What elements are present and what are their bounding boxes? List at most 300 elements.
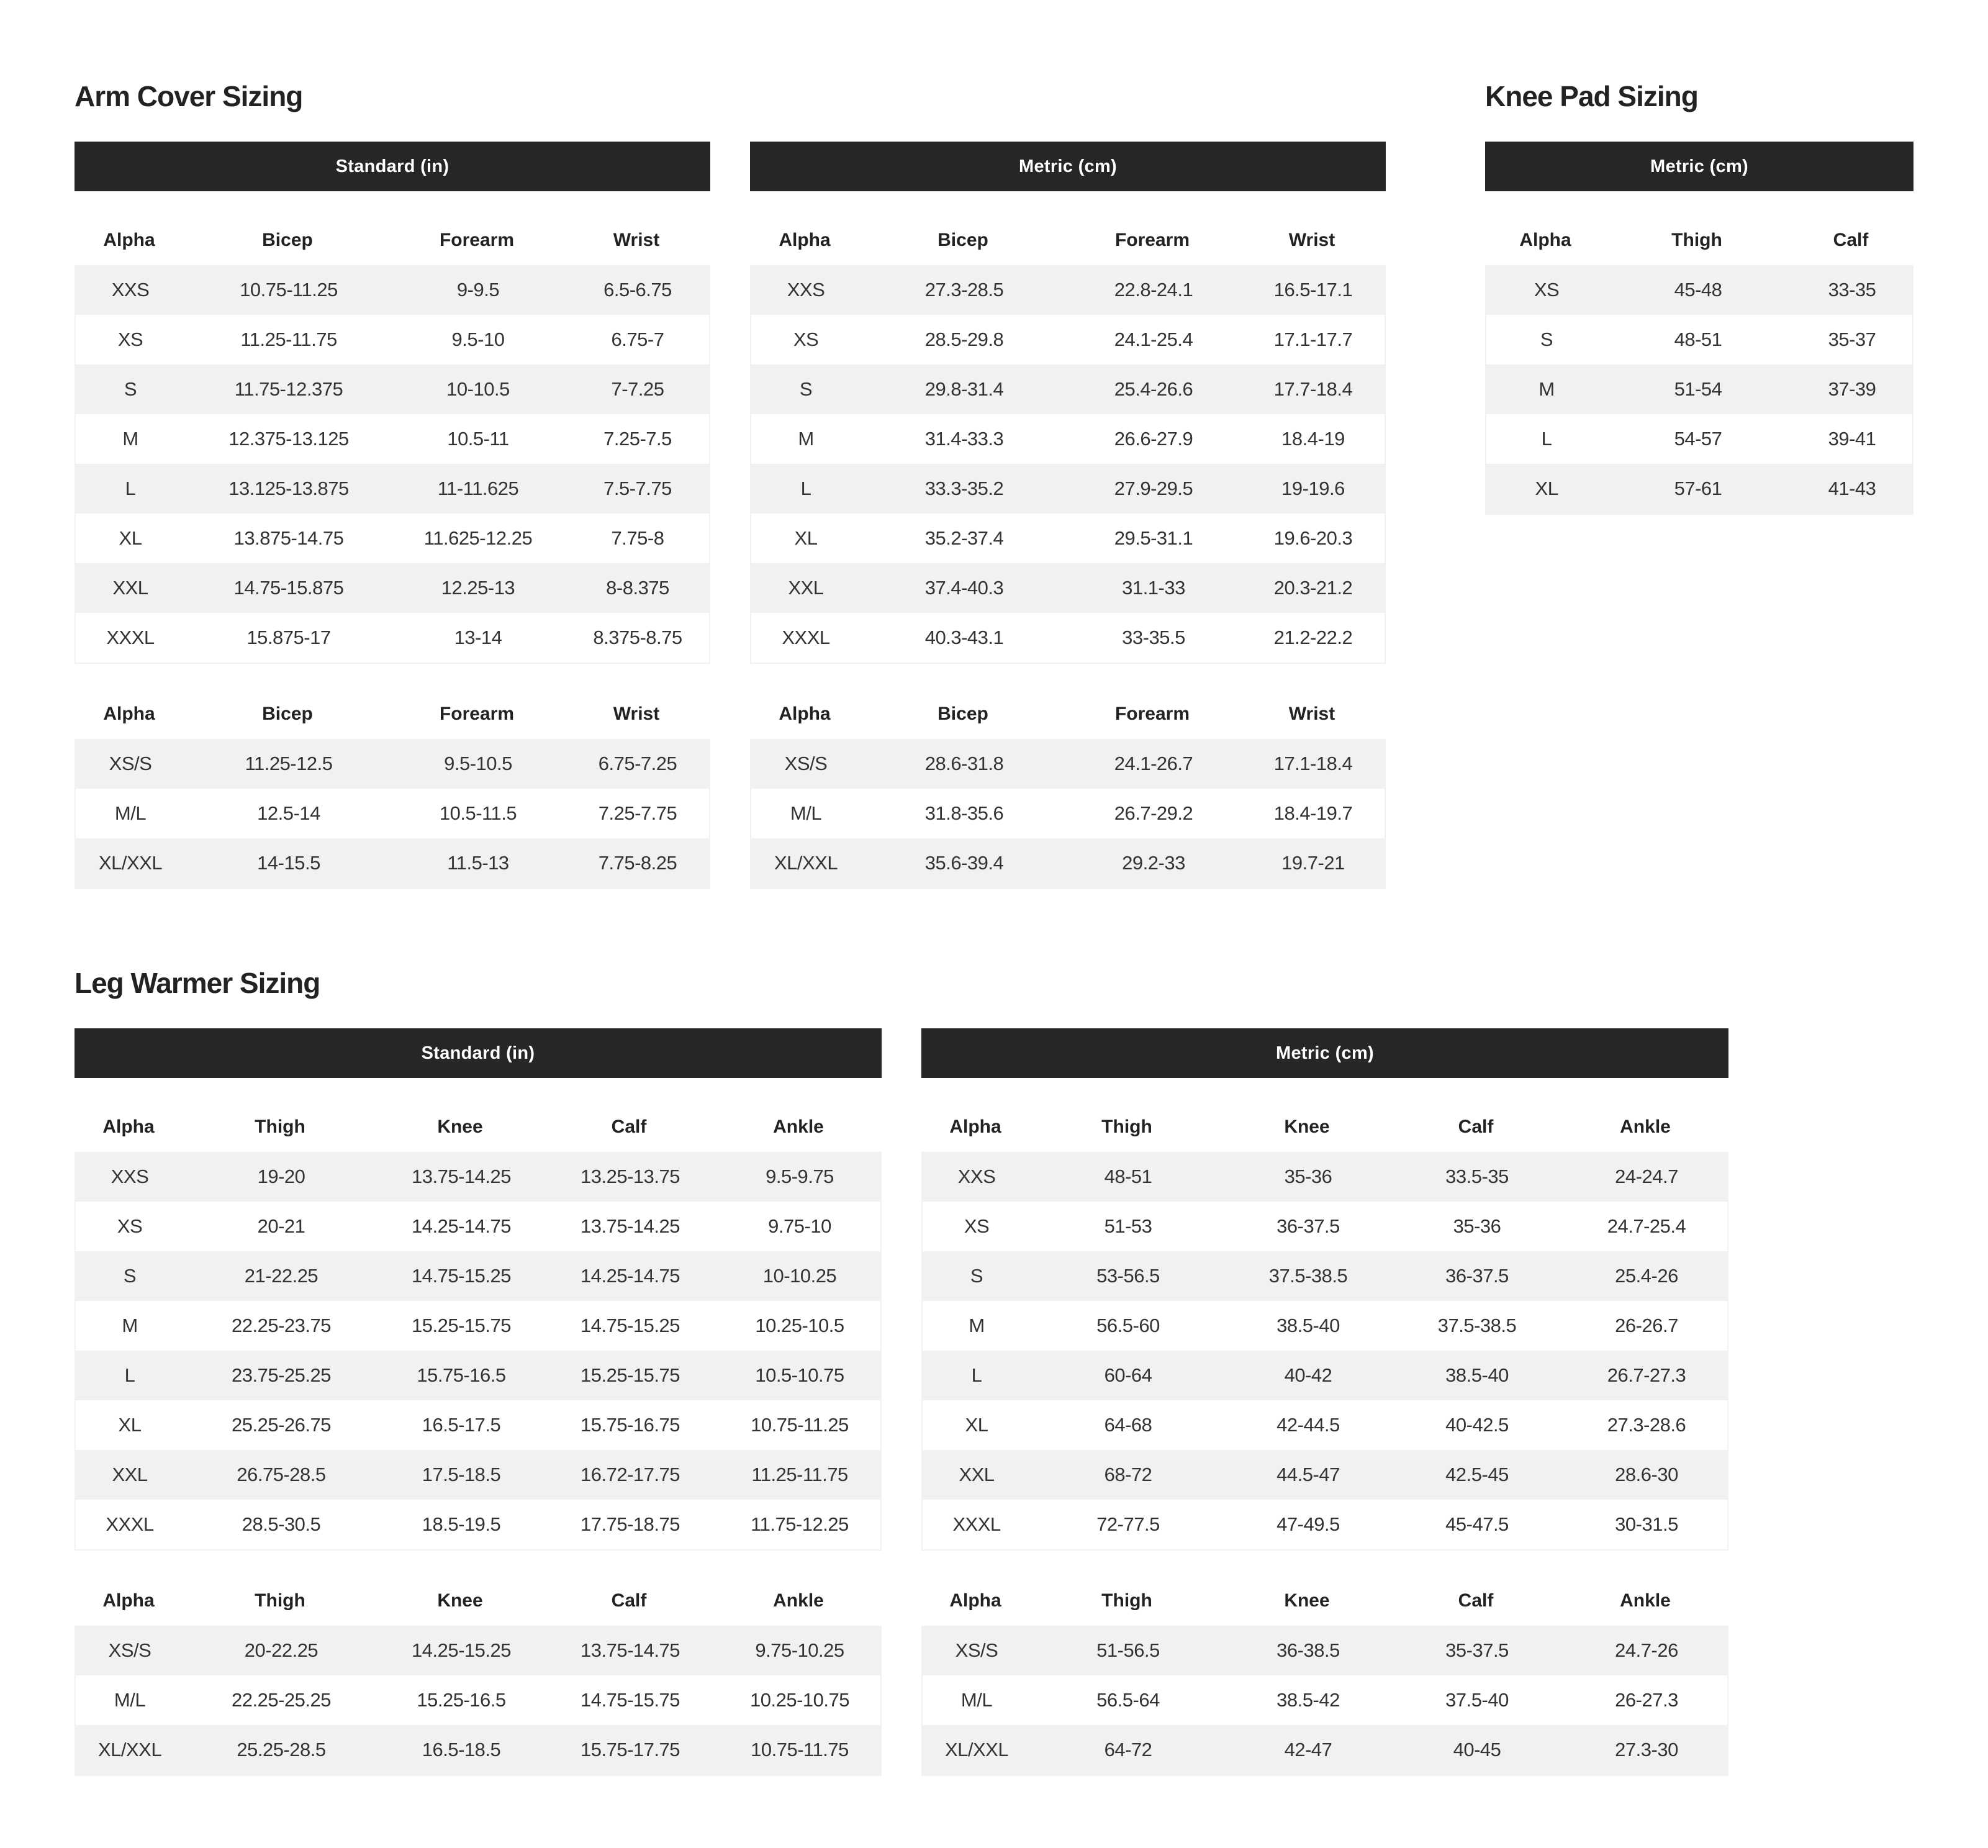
measurement-cell: 6.75-7.25 bbox=[598, 753, 677, 774]
size-label-cell: XXXL bbox=[106, 627, 155, 648]
measurement-cell: 22.25-25.25 bbox=[232, 1689, 331, 1711]
column-header-row bbox=[921, 1102, 1728, 1152]
measurement-cell: 27.9-29.5 bbox=[1114, 478, 1193, 499]
measurement-cell: 7.75-8.25 bbox=[598, 852, 677, 874]
size-label-cell: XXXL bbox=[952, 1513, 1001, 1535]
measurement-cell: 9.5-9.75 bbox=[766, 1166, 834, 1187]
column-header-row bbox=[1485, 215, 1913, 265]
measurement-cell: 64-72 bbox=[1104, 1739, 1152, 1760]
size-label-cell: XS bbox=[117, 328, 143, 350]
column-header: Alpha bbox=[779, 230, 831, 250]
column-header: Wrist bbox=[1288, 230, 1335, 250]
table-row bbox=[751, 563, 1385, 613]
table-row bbox=[76, 365, 709, 414]
measurement-cell: 40.3-43.1 bbox=[924, 627, 1004, 648]
measurement-cell: 11.75-12.375 bbox=[234, 378, 343, 400]
column-header: Thigh bbox=[1101, 1590, 1152, 1611]
column-header-row bbox=[75, 1576, 882, 1626]
measurement-cell: 13-14 bbox=[454, 627, 502, 648]
table-row bbox=[76, 1626, 880, 1675]
measurement-cell: 37.5-38.5 bbox=[1268, 1265, 1348, 1287]
measurement-cell: 9.75-10 bbox=[768, 1215, 831, 1237]
arm-standard-table bbox=[75, 142, 710, 889]
column-header-row bbox=[75, 1102, 882, 1152]
measurement-cell: 17.7-18.4 bbox=[1273, 378, 1353, 400]
table-body bbox=[75, 739, 710, 889]
measurement-cell: 41-43 bbox=[1828, 478, 1876, 499]
column-header-row bbox=[75, 689, 710, 739]
measurement-cell: 35.6-39.4 bbox=[924, 852, 1004, 874]
measurement-cell: 16.5-18.5 bbox=[422, 1739, 501, 1760]
table-row bbox=[76, 1351, 880, 1400]
table-row bbox=[76, 1675, 880, 1725]
column-header: Alpha bbox=[779, 704, 831, 724]
table-body bbox=[921, 1626, 1728, 1776]
measurement-cell: 11.625-12.25 bbox=[423, 527, 533, 549]
size-label-cell: L bbox=[800, 478, 811, 499]
size-label-cell: M bbox=[1538, 378, 1555, 400]
measurement-cell: 16.72-17.75 bbox=[581, 1464, 680, 1485]
single-size-group bbox=[75, 215, 710, 664]
combined-size-group bbox=[921, 1576, 1728, 1776]
column-header: Bicep bbox=[938, 704, 988, 724]
measurement-cell: 11.75-12.25 bbox=[751, 1513, 849, 1535]
measurement-cell: 26-26.7 bbox=[1615, 1315, 1678, 1336]
measurement-cell: 51-56.5 bbox=[1096, 1639, 1160, 1661]
measurement-cell: 14.75-15.75 bbox=[581, 1689, 680, 1711]
measurement-cell: 35-36 bbox=[1284, 1166, 1332, 1187]
size-label-cell: S bbox=[799, 378, 813, 400]
table-body bbox=[75, 265, 710, 664]
measurement-cell: 33.5-35 bbox=[1445, 1166, 1509, 1187]
measurement-cell: 26-27.3 bbox=[1615, 1689, 1678, 1711]
measurement-cell: 42-44.5 bbox=[1276, 1414, 1340, 1436]
table-row bbox=[76, 789, 709, 838]
measurement-cell: 30-31.5 bbox=[1615, 1513, 1678, 1535]
measurement-cell: 60-64 bbox=[1104, 1364, 1152, 1386]
measurement-cell: 35.2-37.4 bbox=[924, 527, 1004, 549]
measurement-cell: 20-22.25 bbox=[244, 1639, 319, 1661]
column-header: Ankle bbox=[1620, 1590, 1671, 1611]
measurement-cell: 19-20 bbox=[257, 1166, 305, 1187]
measurement-cell: 11.25-12.5 bbox=[245, 753, 333, 774]
table-row bbox=[923, 1301, 1727, 1351]
column-header: Alpha bbox=[949, 1590, 1001, 1611]
measurement-cell: 13.75-14.25 bbox=[581, 1215, 680, 1237]
measurement-cell: 15.75-16.75 bbox=[581, 1414, 680, 1436]
measurement-cell: 28.6-30 bbox=[1615, 1464, 1678, 1485]
unit-header-bar: Standard (in) bbox=[75, 142, 710, 191]
column-header: Forearm bbox=[1114, 704, 1190, 724]
size-label-cell: M bbox=[969, 1315, 985, 1336]
knee-pad-title: Knee Pad Sizing bbox=[1485, 80, 1698, 112]
size-label-cell: XS bbox=[964, 1215, 990, 1237]
measurement-cell: 9.75-10.25 bbox=[755, 1639, 844, 1661]
measurement-cell: 48-51 bbox=[1674, 328, 1722, 350]
measurement-cell: 48-51 bbox=[1104, 1166, 1152, 1187]
measurement-cell: 35-36 bbox=[1453, 1215, 1501, 1237]
measurement-cell: 11-11.625 bbox=[437, 478, 519, 499]
measurement-cell: 28.5-30.5 bbox=[242, 1513, 321, 1535]
table-row bbox=[923, 1351, 1727, 1400]
measurement-cell: 26.7-29.2 bbox=[1114, 802, 1193, 824]
size-label-cell: XL/XXL bbox=[774, 852, 838, 874]
size-label-cell: XL bbox=[119, 527, 142, 549]
measurement-cell: 56.5-60 bbox=[1096, 1315, 1160, 1336]
column-header: Calf bbox=[1458, 1116, 1494, 1137]
measurement-cell: 14-15.5 bbox=[257, 852, 320, 874]
size-label-cell: M bbox=[798, 428, 814, 450]
unit-header-bar: Metric (cm) bbox=[921, 1028, 1728, 1078]
table-row bbox=[76, 464, 709, 514]
measurement-cell: 14.75-15.25 bbox=[581, 1315, 680, 1336]
size-label-cell: S bbox=[970, 1265, 983, 1287]
size-label-cell: XL/XXL bbox=[97, 1739, 162, 1760]
measurement-cell: 9.5-10.5 bbox=[444, 753, 512, 774]
table-row bbox=[76, 315, 709, 365]
size-label-cell: L bbox=[124, 1364, 135, 1386]
measurement-cell: 44.5-47 bbox=[1276, 1464, 1340, 1485]
table-row bbox=[76, 414, 709, 464]
column-header: Thigh bbox=[255, 1116, 305, 1137]
table-row bbox=[76, 1301, 880, 1351]
measurement-cell: 7.25-7.75 bbox=[598, 802, 677, 824]
measurement-cell: 25.25-28.5 bbox=[237, 1739, 326, 1760]
measurement-cell: 31.8-35.6 bbox=[924, 802, 1004, 824]
measurement-cell: 36-37.5 bbox=[1276, 1215, 1340, 1237]
measurement-cell: 10.75-11.25 bbox=[240, 279, 338, 301]
measurement-cell: 12.5-14 bbox=[257, 802, 320, 824]
column-header: Bicep bbox=[262, 704, 313, 724]
measurement-cell: 51-53 bbox=[1104, 1215, 1152, 1237]
table-body bbox=[750, 739, 1386, 889]
column-header: Alpha bbox=[949, 1116, 1001, 1137]
single-size-group bbox=[75, 1102, 882, 1551]
table-row bbox=[1486, 265, 1912, 315]
measurement-cell: 7.5-7.75 bbox=[603, 478, 672, 499]
measurement-cell: 12.25-13 bbox=[441, 577, 515, 599]
measurement-cell: 40-42.5 bbox=[1445, 1414, 1509, 1436]
combined-size-group bbox=[75, 1576, 882, 1776]
measurement-cell: 10.25-10.75 bbox=[750, 1689, 849, 1711]
measurement-cell: 15.875-17 bbox=[246, 627, 331, 648]
table-row bbox=[751, 315, 1385, 365]
measurement-cell: 56.5-64 bbox=[1096, 1689, 1160, 1711]
measurement-cell: 19.7-21 bbox=[1281, 852, 1345, 874]
measurement-cell: 24.7-25.4 bbox=[1607, 1215, 1686, 1237]
measurement-cell: 29.8-31.4 bbox=[924, 378, 1004, 400]
table-row bbox=[923, 1725, 1727, 1775]
column-header-row bbox=[750, 689, 1386, 739]
measurement-cell: 14.25-14.75 bbox=[581, 1265, 680, 1287]
column-header: Ankle bbox=[1620, 1116, 1671, 1137]
size-label-cell: M bbox=[122, 428, 138, 450]
table-row bbox=[751, 613, 1385, 663]
table-row bbox=[1486, 365, 1912, 414]
column-header: Alpha bbox=[102, 1590, 155, 1611]
size-label-cell: L bbox=[125, 478, 136, 499]
table-row bbox=[751, 414, 1385, 464]
measurement-cell: 53-56.5 bbox=[1096, 1265, 1160, 1287]
measurement-cell: 37.5-40 bbox=[1445, 1689, 1509, 1711]
arm-metric-table bbox=[750, 142, 1386, 889]
size-label-cell: XXS bbox=[111, 1166, 149, 1187]
table-row bbox=[1486, 414, 1912, 464]
table-row bbox=[923, 1251, 1727, 1301]
measurement-cell: 13.75-14.25 bbox=[412, 1166, 511, 1187]
measurement-cell: 51-54 bbox=[1674, 378, 1722, 400]
combined-size-group bbox=[750, 689, 1386, 889]
measurement-cell: 10.25-10.5 bbox=[755, 1315, 844, 1336]
size-label-cell: XS bbox=[117, 1215, 143, 1237]
measurement-cell: 25.25-26.75 bbox=[232, 1414, 331, 1436]
size-label-cell: XL bbox=[1535, 478, 1558, 499]
measurement-cell: 14.75-15.875 bbox=[233, 577, 344, 599]
size-label-cell: XXS bbox=[111, 279, 150, 301]
measurement-cell: 25.4-26.6 bbox=[1114, 378, 1193, 400]
column-header: Alpha bbox=[103, 230, 155, 250]
size-label-cell: S bbox=[1540, 328, 1553, 350]
size-label-cell: XXL bbox=[112, 1464, 148, 1485]
measurement-cell: 15.25-16.5 bbox=[417, 1689, 506, 1711]
measurement-cell: 33-35.5 bbox=[1122, 627, 1185, 648]
measurement-cell: 15.25-15.75 bbox=[581, 1364, 680, 1386]
arm-cover-title: Arm Cover Sizing bbox=[75, 80, 303, 112]
column-header: Wrist bbox=[613, 704, 660, 724]
measurement-cell: 8.375-8.75 bbox=[593, 627, 682, 648]
table-row bbox=[923, 1675, 1727, 1725]
measurement-cell: 18.4-19 bbox=[1281, 428, 1345, 450]
column-header: Thigh bbox=[1101, 1116, 1152, 1137]
column-header: Wrist bbox=[613, 230, 660, 250]
measurement-cell: 7.75-8 bbox=[611, 527, 664, 549]
column-header: Knee bbox=[1284, 1116, 1330, 1137]
column-header: Forearm bbox=[1114, 230, 1190, 250]
leg-warmer-title: Leg Warmer Sizing bbox=[75, 967, 320, 999]
size-label-cell: XXXL bbox=[782, 627, 830, 648]
measurement-cell: 26.6-27.9 bbox=[1114, 428, 1193, 450]
table-row bbox=[76, 1450, 880, 1500]
measurement-cell: 21.2-22.2 bbox=[1273, 627, 1353, 648]
measurement-cell: 13.75-14.75 bbox=[581, 1639, 680, 1661]
measurement-cell: 21-22.25 bbox=[244, 1265, 319, 1287]
table-body bbox=[1485, 265, 1913, 515]
measurement-cell: 42.5-45 bbox=[1445, 1464, 1509, 1485]
size-label-cell: XL/XXL bbox=[98, 852, 163, 874]
table-row bbox=[76, 613, 709, 663]
table-row bbox=[1486, 464, 1912, 514]
table-row bbox=[923, 1500, 1727, 1549]
size-label-cell: XXXL bbox=[106, 1513, 154, 1535]
measurement-cell: 24-24.7 bbox=[1615, 1166, 1678, 1187]
measurement-cell: 14.25-14.75 bbox=[412, 1215, 511, 1237]
measurement-cell: 15.75-16.5 bbox=[417, 1364, 506, 1386]
measurement-cell: 13.875-14.75 bbox=[233, 527, 344, 549]
measurement-cell: 68-72 bbox=[1104, 1464, 1152, 1485]
table-row bbox=[923, 1626, 1727, 1675]
table-row bbox=[76, 1202, 880, 1251]
measurement-cell: 19.6-20.3 bbox=[1273, 527, 1353, 549]
size-label-cell: XXL bbox=[959, 1464, 995, 1485]
measurement-cell: 18.4-19.7 bbox=[1273, 802, 1353, 824]
measurement-cell: 26.7-27.3 bbox=[1607, 1364, 1686, 1386]
table-row bbox=[751, 789, 1385, 838]
table-row bbox=[751, 265, 1385, 315]
size-label-cell: L bbox=[971, 1364, 982, 1386]
measurement-cell: 16.5-17.1 bbox=[1273, 279, 1353, 301]
measurement-cell: 24.1-26.7 bbox=[1114, 753, 1193, 774]
measurement-cell: 10.75-11.75 bbox=[751, 1739, 849, 1760]
size-label-cell: S bbox=[123, 1265, 137, 1287]
measurement-cell: 6.75-7 bbox=[611, 328, 664, 350]
measurement-cell: 20.3-21.2 bbox=[1273, 577, 1353, 599]
table-row bbox=[751, 739, 1385, 789]
measurement-cell: 38.5-40 bbox=[1276, 1315, 1340, 1336]
column-header: Alpha bbox=[102, 1116, 155, 1137]
measurement-cell: 10-10.25 bbox=[762, 1265, 837, 1287]
table-body bbox=[921, 1152, 1728, 1551]
table-row bbox=[76, 1500, 880, 1549]
column-header-row bbox=[921, 1576, 1728, 1626]
measurement-cell: 27.3-28.5 bbox=[924, 279, 1004, 301]
measurement-cell: 40-42 bbox=[1284, 1364, 1332, 1386]
measurement-cell: 11.25-11.75 bbox=[751, 1464, 848, 1485]
measurement-cell: 8-8.375 bbox=[606, 577, 669, 599]
table-row bbox=[751, 464, 1385, 514]
column-header: Calf bbox=[1833, 230, 1869, 250]
size-label-cell: S bbox=[124, 378, 137, 400]
column-header: Calf bbox=[611, 1116, 647, 1137]
measurement-cell: 35-37 bbox=[1828, 328, 1876, 350]
column-header: Thigh bbox=[1671, 230, 1722, 250]
column-header: Ankle bbox=[773, 1116, 824, 1137]
measurement-cell: 14.25-15.25 bbox=[412, 1639, 511, 1661]
measurement-cell: 29.2-33 bbox=[1122, 852, 1185, 874]
unit-header-bar: Standard (in) bbox=[75, 1028, 882, 1078]
measurement-cell: 26.75-28.5 bbox=[237, 1464, 326, 1485]
column-header: Bicep bbox=[262, 230, 313, 250]
table-row bbox=[923, 1450, 1727, 1500]
column-header: Knee bbox=[1284, 1590, 1330, 1611]
measurement-cell: 37-39 bbox=[1828, 378, 1876, 400]
measurement-cell: 17.75-18.75 bbox=[581, 1513, 680, 1535]
column-header: Forearm bbox=[439, 704, 515, 724]
single-size-group bbox=[750, 215, 1386, 664]
measurement-cell: 16.5-17.5 bbox=[422, 1414, 501, 1436]
table-row bbox=[923, 1202, 1727, 1251]
size-label-cell: XS bbox=[793, 328, 819, 350]
measurement-cell: 42-47 bbox=[1284, 1739, 1332, 1760]
measurement-cell: 11.25-11.75 bbox=[240, 328, 337, 350]
measurement-cell: 22.8-24.1 bbox=[1114, 279, 1193, 301]
column-header-row bbox=[75, 215, 710, 265]
table-row bbox=[76, 739, 709, 789]
table-row bbox=[751, 838, 1385, 888]
measurement-cell: 10.5-10.75 bbox=[755, 1364, 844, 1386]
size-label-cell: XL bbox=[794, 527, 818, 549]
leg-standard-table bbox=[75, 1028, 882, 1776]
measurement-cell: 57-61 bbox=[1674, 478, 1722, 499]
table-row bbox=[76, 265, 709, 315]
measurement-cell: 15.25-15.75 bbox=[412, 1315, 511, 1336]
measurement-cell: 9.5-10 bbox=[451, 328, 505, 350]
measurement-cell: 7-7.25 bbox=[611, 378, 664, 400]
measurement-cell: 9-9.5 bbox=[456, 279, 500, 301]
size-label-cell: XL bbox=[965, 1414, 988, 1436]
measurement-cell: 31.1-33 bbox=[1122, 577, 1185, 599]
measurement-cell: 15.75-17.75 bbox=[581, 1739, 680, 1760]
knee-metric-table bbox=[1485, 142, 1913, 515]
measurement-cell: 31.4-33.3 bbox=[924, 428, 1004, 450]
table-row bbox=[76, 1251, 880, 1301]
measurement-cell: 27.3-28.6 bbox=[1607, 1414, 1686, 1436]
measurement-cell: 28.5-29.8 bbox=[924, 328, 1004, 350]
measurement-cell: 18.5-19.5 bbox=[422, 1513, 501, 1535]
measurement-cell: 17.5-18.5 bbox=[422, 1464, 501, 1485]
measurement-cell: 36-37.5 bbox=[1445, 1265, 1509, 1287]
table-row bbox=[76, 1152, 880, 1202]
measurement-cell: 35-37.5 bbox=[1445, 1639, 1509, 1661]
size-label-cell: M/L bbox=[114, 802, 147, 824]
column-header: Knee bbox=[437, 1116, 483, 1137]
column-header: Alpha bbox=[1519, 230, 1571, 250]
measurement-cell: 47-49.5 bbox=[1276, 1513, 1340, 1535]
measurement-cell: 19-19.6 bbox=[1281, 478, 1345, 499]
measurement-cell: 6.5-6.75 bbox=[603, 279, 672, 301]
size-label-cell: XS/S bbox=[955, 1639, 998, 1661]
measurement-cell: 10.5-11.5 bbox=[439, 802, 517, 824]
measurement-cell: 38.5-42 bbox=[1276, 1689, 1340, 1711]
measurement-cell: 12.375-13.125 bbox=[228, 428, 349, 450]
measurement-cell: 37.5-38.5 bbox=[1437, 1315, 1517, 1336]
single-size-group bbox=[921, 1102, 1728, 1551]
size-label-cell: XXL bbox=[788, 577, 824, 599]
measurement-cell: 10.5-11 bbox=[447, 428, 509, 450]
column-header: Calf bbox=[1458, 1590, 1494, 1611]
measurement-cell: 10.75-11.25 bbox=[751, 1414, 849, 1436]
measurement-cell: 37.4-40.3 bbox=[924, 577, 1004, 599]
measurement-cell: 33-35 bbox=[1828, 279, 1876, 301]
column-header-row bbox=[750, 215, 1386, 265]
measurement-cell: 29.5-31.1 bbox=[1114, 527, 1193, 549]
measurement-cell: 20-21 bbox=[257, 1215, 305, 1237]
measurement-cell: 64-68 bbox=[1104, 1414, 1152, 1436]
size-label-cell: M/L bbox=[790, 802, 822, 824]
table-row bbox=[76, 514, 709, 563]
measurement-cell: 23.75-25.25 bbox=[232, 1364, 331, 1386]
table-body bbox=[75, 1152, 882, 1551]
size-label-cell: XS bbox=[1534, 279, 1560, 301]
size-label-cell: L bbox=[1541, 428, 1552, 450]
measurement-cell: 38.5-40 bbox=[1445, 1364, 1509, 1386]
table-row bbox=[76, 838, 709, 888]
table-row bbox=[923, 1152, 1727, 1202]
combined-size-group bbox=[75, 689, 710, 889]
measurement-cell: 28.6-31.8 bbox=[924, 753, 1004, 774]
measurement-cell: 13.125-13.875 bbox=[228, 478, 349, 499]
measurement-cell: 24.7-26 bbox=[1615, 1639, 1678, 1661]
table-row bbox=[751, 365, 1385, 414]
column-header: Thigh bbox=[255, 1590, 305, 1611]
table-row bbox=[76, 1400, 880, 1450]
measurement-cell: 54-57 bbox=[1674, 428, 1722, 450]
column-header: Bicep bbox=[938, 230, 988, 250]
table-body bbox=[750, 265, 1386, 664]
measurement-cell: 14.75-15.25 bbox=[412, 1265, 511, 1287]
column-header: Calf bbox=[611, 1590, 647, 1611]
size-label-cell: XXS bbox=[787, 279, 825, 301]
column-header: Ankle bbox=[773, 1590, 824, 1611]
